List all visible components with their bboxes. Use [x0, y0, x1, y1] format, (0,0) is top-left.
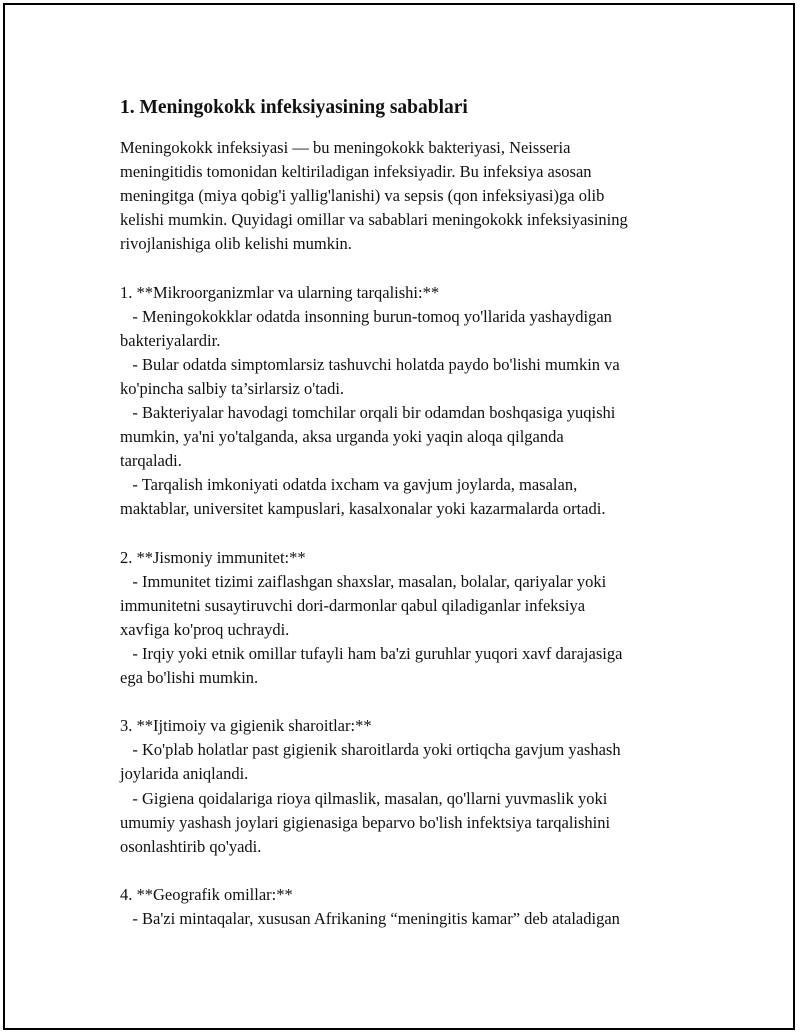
text-line: meningitga (miya qobig'i yallig'lanishi) va sepsis (qon infeksiyasi)ga olib: [120, 186, 605, 206]
text-line: 3. **Ijtimoiy va gigienik sharoitlar:**: [120, 716, 372, 736]
text-line: - Gigiena qoidalariga rioya qilmaslik, masalan, qo'llarni yuvmaslik yoki: [120, 788, 608, 808]
document-page: [3, 3, 795, 1030]
text-line: umumiy yashash joylari gigienasiga beparvo bo'lish infektsiya tarqalishini: [120, 812, 611, 832]
text-line: joylarida aniqlandi.: [120, 764, 249, 784]
text-line: osonlashtirib qo'yadi.: [120, 836, 262, 856]
text-line: mumkin, ya'ni yo'talganda, aksa urganda yoki yaqin aloqa qilganda: [120, 427, 564, 447]
document-content: [120, 93, 700, 931]
text-line: 4. **Geografik omillar:**: [120, 884, 293, 904]
text-line: - Bakteriyalar havodagi tomchilar orqali bir odamdan boshqasiga yuqishi: [120, 403, 616, 423]
text-line: kelishi mumkin. Quyidagi omillar va sabablari meningokokk infeksiyasining: [120, 210, 628, 230]
document-body: [120, 136, 700, 931]
text-line: ega bo'lishi mumkin.: [120, 668, 259, 688]
text-line: - Tarqalish imkoniyati odatda ixcham va gavjum joylarda, masalan,: [120, 475, 578, 495]
text-line: immunitetni susaytiruvchi dori-darmonlar qabul qiladiganlar infeksiya: [120, 595, 586, 615]
text-line: - Ko'plab holatlar past gigienik sharoitlarda yoki ortiqcha gavjum yashash: [120, 740, 621, 760]
text-line: maktablar, universitet kampuslari, kasalxonalar yoki kazarmalarda ortadi.: [120, 499, 606, 519]
blank-line: [120, 859, 700, 883]
text-line: - Irqiy yoki etnik omillar tufayli ham ba'zi guruhlar yuqori xavf darajasiga: [120, 643, 623, 663]
text-line: meningitidis tomonidan keltiriladigan infeksiyadir. Bu infeksiya asosan: [120, 162, 592, 182]
blank-line: [120, 522, 700, 546]
text-line: rivojlanishiga olib kelishi mumkin.: [120, 234, 352, 254]
text-line: - Meningokokklar odatda insonning burun-tomoq yo'llarida yashaydigan: [120, 306, 612, 326]
text-line: ko'pincha salbiy ta’sirlarsiz o'tadi.: [120, 378, 345, 398]
text-line: 1. **Mikroorganizmlar va ularning tarqalishi:**: [120, 282, 440, 302]
page-title: 1. Meningokokk infeksiyasining sabablari: [120, 97, 468, 118]
text-line: bakteriyalardir.: [120, 330, 221, 350]
text-line: - Bular odatda simptomlarsiz tashuvchi holatda paydo bo'lishi mumkin va: [120, 354, 620, 374]
blank-line: [120, 690, 700, 714]
text-line: - Ba'zi mintaqalar, xususan Afrikaning “meningitis kamar” deb ataladigan: [120, 909, 620, 928]
text-line: 2. **Jismoniy immunitet:**: [120, 547, 306, 567]
text-line: tarqaladi.: [120, 451, 182, 471]
text-line: xavfiga ko'proq uchraydi.: [120, 619, 290, 639]
text-line: - Immunitet tizimi zaiflashgan shaxslar, masalan, bolalar, qariyalar yoki: [120, 571, 607, 591]
text-line: Meningokokk infeksiyasi — bu meningokokk bakteriyasi, Neisseria: [120, 138, 571, 157]
blank-line: [120, 256, 700, 280]
